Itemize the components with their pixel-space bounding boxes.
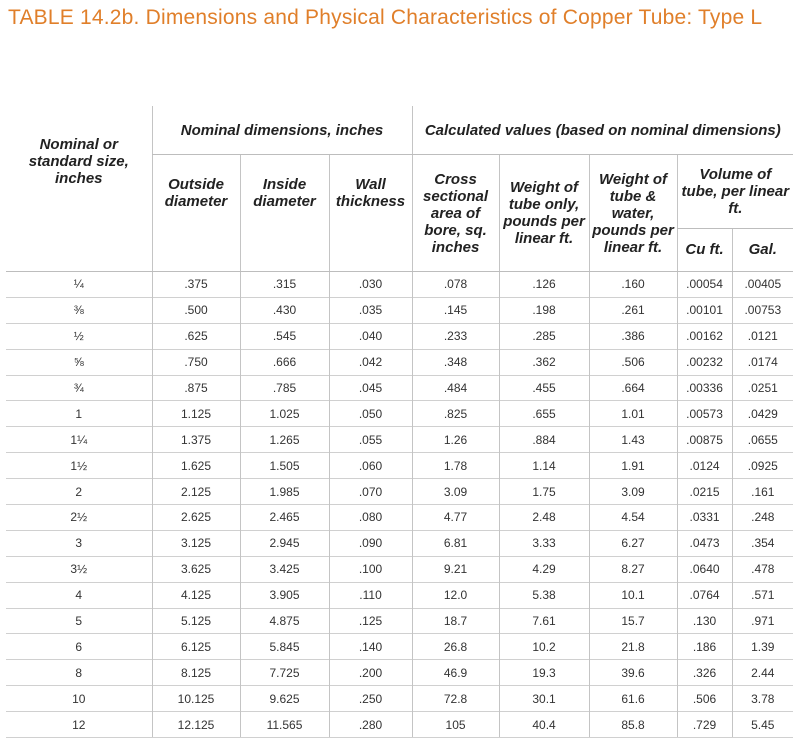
- header-nominal-dimensions: Nominal dimensions, inches: [152, 106, 412, 155]
- cell-cross-sectional-area: 26.8: [412, 634, 499, 660]
- copper-tube-table: [6, 106, 793, 738]
- table-row: [6, 686, 793, 712]
- cell-volume-gal: .248: [732, 505, 793, 531]
- cell-weight-tube-only: 19.3: [499, 660, 589, 686]
- cell-volume-cu-ft: .186: [677, 634, 732, 660]
- cell-inside-diameter: .666: [240, 349, 329, 375]
- cell-nominal-size: 1: [6, 401, 152, 427]
- cell-nominal-size: 10: [6, 686, 152, 712]
- header-nominal-size: Nominal or standard size, inches: [6, 106, 152, 272]
- cell-nominal-size: ¼: [73, 277, 84, 292]
- header-outside-diameter: Outside diameter: [152, 155, 240, 272]
- table-row: [6, 401, 793, 427]
- cell-cross-sectional-area: .233: [412, 323, 499, 349]
- cell-volume-cu-ft: .00101: [677, 297, 732, 323]
- cell-volume-cu-ft: .506: [677, 686, 732, 712]
- cell-weight-tube-water: .506: [589, 349, 677, 375]
- cell-weight-tube-water: .386: [589, 323, 677, 349]
- cell-wall-thickness: .070: [329, 479, 412, 505]
- cell-nominal-size: 8: [6, 660, 152, 686]
- cell-outside-diameter: 5.125: [152, 608, 240, 634]
- cell-weight-tube-water: 3.09: [589, 479, 677, 505]
- cell-outside-diameter: 2.625: [152, 505, 240, 531]
- cell-weight-tube-water: .160: [589, 272, 677, 298]
- cell-volume-gal: .0429: [732, 401, 793, 427]
- table-row: [6, 634, 793, 660]
- cell-volume-cu-ft: .00573: [677, 401, 732, 427]
- cell-weight-tube-water: 1.01: [589, 401, 677, 427]
- cell-volume-gal: .354: [732, 530, 793, 556]
- cell-volume-cu-ft: .00336: [677, 375, 732, 401]
- cell-weight-tube-water: 15.7: [589, 608, 677, 634]
- cell-cross-sectional-area: .825: [412, 401, 499, 427]
- header-cu-ft: Cu ft.: [677, 228, 732, 271]
- cell-weight-tube-only: 10.2: [499, 634, 589, 660]
- cell-wall-thickness: .042: [329, 349, 412, 375]
- table-row: [6, 349, 793, 375]
- cell-outside-diameter: 1.125: [152, 401, 240, 427]
- cell-volume-cu-ft: .00232: [677, 349, 732, 375]
- cell-volume-gal: .0121: [732, 323, 793, 349]
- cell-cross-sectional-area: .078: [412, 272, 499, 298]
- cell-volume-gal: .971: [732, 608, 793, 634]
- cell-outside-diameter: .750: [152, 349, 240, 375]
- cell-wall-thickness: .035: [329, 297, 412, 323]
- cell-weight-tube-water: .261: [589, 297, 677, 323]
- cell-inside-diameter: 2.465: [240, 505, 329, 531]
- cell-weight-tube-only: 30.1: [499, 686, 589, 712]
- cell-inside-diameter: 1.025: [240, 401, 329, 427]
- cell-cross-sectional-area: 1.26: [412, 427, 499, 453]
- cell-wall-thickness: .045: [329, 375, 412, 401]
- cell-weight-tube-only: 3.33: [499, 530, 589, 556]
- cell-volume-gal: 5.45: [732, 712, 793, 738]
- cell-cross-sectional-area: .145: [412, 297, 499, 323]
- cell-volume-gal: 3.78: [732, 686, 793, 712]
- table-row: [6, 608, 793, 634]
- table-row: [6, 297, 793, 323]
- cell-nominal-size: 12: [6, 712, 152, 738]
- cell-inside-diameter: 1.985: [240, 479, 329, 505]
- cell-inside-diameter: .315: [240, 272, 329, 298]
- table-row: [6, 323, 793, 349]
- cell-inside-diameter: 3.425: [240, 556, 329, 582]
- cell-weight-tube-only: 1.75: [499, 479, 589, 505]
- cell-weight-tube-only: .455: [499, 375, 589, 401]
- cell-weight-tube-only: 40.4: [499, 712, 589, 738]
- cell-outside-diameter: 2.125: [152, 479, 240, 505]
- cell-inside-diameter: 5.845: [240, 634, 329, 660]
- table-row: [6, 712, 793, 738]
- table-title: TABLE 14.2b. Dimensions and Physical Characteristics of Copper Tube: Type L: [8, 6, 763, 29]
- cell-weight-tube-only: .655: [499, 401, 589, 427]
- cell-outside-diameter: 4.125: [152, 582, 240, 608]
- cell-nominal-size: ⅝: [6, 349, 152, 375]
- cell-wall-thickness: .090: [329, 530, 412, 556]
- cell-nominal-size: 5: [6, 608, 152, 634]
- cell-inside-diameter: .430: [240, 297, 329, 323]
- cell-volume-cu-ft: .00054: [677, 272, 732, 298]
- cell-inside-diameter: 2.945: [240, 530, 329, 556]
- cell-outside-diameter: 3.625: [152, 556, 240, 582]
- table-row: [6, 479, 793, 505]
- cell-wall-thickness: .200: [329, 660, 412, 686]
- cell-nominal-size: ⅜: [6, 297, 152, 323]
- cell-volume-cu-ft: .729: [677, 712, 732, 738]
- cell-wall-thickness: .140: [329, 634, 412, 660]
- cell-weight-tube-water: 39.6: [589, 660, 677, 686]
- cell-weight-tube-water: 4.54: [589, 505, 677, 531]
- cell-wall-thickness: .100: [329, 556, 412, 582]
- cell-cross-sectional-area: 46.9: [412, 660, 499, 686]
- cell-volume-gal: .0925: [732, 453, 793, 479]
- cell-volume-gal: .0174: [732, 349, 793, 375]
- cell-outside-diameter: .625: [152, 323, 240, 349]
- cell-weight-tube-water: 1.91: [589, 453, 677, 479]
- cell-wall-thickness: .040: [329, 323, 412, 349]
- cell-volume-cu-ft: .0764: [677, 582, 732, 608]
- cell-outside-diameter: 10.125: [152, 686, 240, 712]
- header-weight-tube-water: Weight of tube & water, pounds per linear ft.: [589, 155, 677, 272]
- cell-volume-cu-ft: .00162: [677, 323, 732, 349]
- cell-nominal-size: 2: [6, 479, 152, 505]
- cell-outside-diameter: .875: [152, 375, 240, 401]
- cell-cross-sectional-area: .484: [412, 375, 499, 401]
- cell-weight-tube-only: .884: [499, 427, 589, 453]
- cell-wall-thickness: .050: [329, 401, 412, 427]
- cell-outside-diameter: 6.125: [152, 634, 240, 660]
- cell-volume-gal: .0655: [732, 427, 793, 453]
- table-row: [6, 427, 793, 453]
- cell-cross-sectional-area: 6.81: [412, 530, 499, 556]
- cell-cross-sectional-area: 1.78: [412, 453, 499, 479]
- cell-weight-tube-only: 1.14: [499, 453, 589, 479]
- cell-cross-sectional-area: 18.7: [412, 608, 499, 634]
- cell-weight-tube-only: .126: [499, 272, 589, 298]
- cell-weight-tube-only: 2.48: [499, 505, 589, 531]
- cell-cross-sectional-area: .348: [412, 349, 499, 375]
- cell-volume-gal: .161: [732, 479, 793, 505]
- cell-weight-tube-only: 7.61: [499, 608, 589, 634]
- cell-wall-thickness: .125: [329, 608, 412, 634]
- cell-wall-thickness: .250: [329, 686, 412, 712]
- header-gal: Gal.: [732, 228, 793, 271]
- cell-volume-cu-ft: .0124: [677, 453, 732, 479]
- header-inside-diameter: Inside diameter: [240, 155, 329, 272]
- header-wall-thickness: Wall thickness: [329, 155, 412, 272]
- cell-wall-thickness: .080: [329, 505, 412, 531]
- cell-outside-diameter: 1.625: [152, 453, 240, 479]
- cell-cross-sectional-area: 12.0: [412, 582, 499, 608]
- cell-outside-diameter: 12.125: [152, 712, 240, 738]
- cell-nominal-size: ¾: [6, 375, 152, 401]
- cell-nominal-size: 2½: [6, 505, 152, 531]
- cell-wall-thickness: .280: [329, 712, 412, 738]
- cell-inside-diameter: 4.875: [240, 608, 329, 634]
- cell-weight-tube-water: 8.27: [589, 556, 677, 582]
- header-volume-per-ft: Volume of tube, per linear ft.: [677, 155, 793, 229]
- cell-volume-cu-ft: .00875: [677, 427, 732, 453]
- cell-weight-tube-water: 21.8: [589, 634, 677, 660]
- table-row: [6, 660, 793, 686]
- cell-weight-tube-only: 4.29: [499, 556, 589, 582]
- cell-weight-tube-only: 5.38: [499, 582, 589, 608]
- cell-weight-tube-only: .362: [499, 349, 589, 375]
- table-row: [6, 505, 793, 531]
- cell-volume-gal: .571: [732, 582, 793, 608]
- cell-volume-gal: .0251: [732, 375, 793, 401]
- cell-outside-diameter: .375: [152, 272, 240, 298]
- cell-inside-diameter: 9.625: [240, 686, 329, 712]
- table-row: [6, 530, 793, 556]
- table-row: [6, 272, 793, 298]
- cell-cross-sectional-area: 3.09: [412, 479, 499, 505]
- header-weight-tube-only: Weight of tube only, pounds per linear ft.: [499, 155, 589, 272]
- cell-weight-tube-water: .664: [589, 375, 677, 401]
- cell-volume-cu-ft: .130: [677, 608, 732, 634]
- cell-inside-diameter: 1.265: [240, 427, 329, 453]
- cell-cross-sectional-area: 4.77: [412, 505, 499, 531]
- cell-volume-cu-ft: .0215: [677, 479, 732, 505]
- cell-wall-thickness: .060: [329, 453, 412, 479]
- table-row: [6, 375, 793, 401]
- cell-outside-diameter: .500: [152, 297, 240, 323]
- cell-volume-cu-ft: .0331: [677, 505, 732, 531]
- cell-volume-gal: .00405: [732, 272, 793, 298]
- header-calculated-values: Calculated values (based on nominal dimensions): [412, 106, 793, 155]
- cell-inside-diameter: .785: [240, 375, 329, 401]
- cell-inside-diameter: 7.725: [240, 660, 329, 686]
- cell-nominal-size: 3: [6, 530, 152, 556]
- cell-volume-gal: 2.44: [732, 660, 793, 686]
- cell-wall-thickness: .030: [329, 272, 412, 298]
- cell-outside-diameter: 1.375: [152, 427, 240, 453]
- header-cross-sectional-area: Cross sectional area of bore, sq. inches: [412, 155, 499, 272]
- cell-weight-tube-water: 61.6: [589, 686, 677, 712]
- cell-nominal-size: 6: [6, 634, 152, 660]
- cell-volume-cu-ft: .0473: [677, 530, 732, 556]
- cell-cross-sectional-area: 72.8: [412, 686, 499, 712]
- cell-weight-tube-water: 6.27: [589, 530, 677, 556]
- cell-inside-diameter: 11.565: [240, 712, 329, 738]
- cell-volume-cu-ft: .326: [677, 660, 732, 686]
- table-row: [6, 556, 793, 582]
- cell-volume-gal: .478: [732, 556, 793, 582]
- cell-volume-gal: 1.39: [732, 634, 793, 660]
- cell-nominal-size: ½: [6, 323, 152, 349]
- cell-nominal-size: 1¼: [6, 427, 152, 453]
- cell-cross-sectional-area: 9.21: [412, 556, 499, 582]
- cell-inside-diameter: 3.905: [240, 582, 329, 608]
- cell-nominal-size: 3½: [6, 556, 152, 582]
- cell-weight-tube-water: 85.8: [589, 712, 677, 738]
- cell-inside-diameter: 1.505: [240, 453, 329, 479]
- cell-wall-thickness: .055: [329, 427, 412, 453]
- cell-weight-tube-only: .285: [499, 323, 589, 349]
- cell-weight-tube-only: .198: [499, 297, 589, 323]
- cell-volume-cu-ft: .0640: [677, 556, 732, 582]
- cell-nominal-size: 1½: [6, 453, 152, 479]
- cell-wall-thickness: .110: [329, 582, 412, 608]
- cell-nominal-size: 4: [6, 582, 152, 608]
- cell-weight-tube-water: 10.1: [589, 582, 677, 608]
- cell-weight-tube-water: 1.43: [589, 427, 677, 453]
- cell-outside-diameter: 3.125: [152, 530, 240, 556]
- table-row: [6, 453, 793, 479]
- cell-cross-sectional-area: 105: [412, 712, 499, 738]
- cell-outside-diameter: 8.125: [152, 660, 240, 686]
- cell-inside-diameter: .545: [240, 323, 329, 349]
- cell-volume-gal: .00753: [732, 297, 793, 323]
- table-row: [6, 582, 793, 608]
